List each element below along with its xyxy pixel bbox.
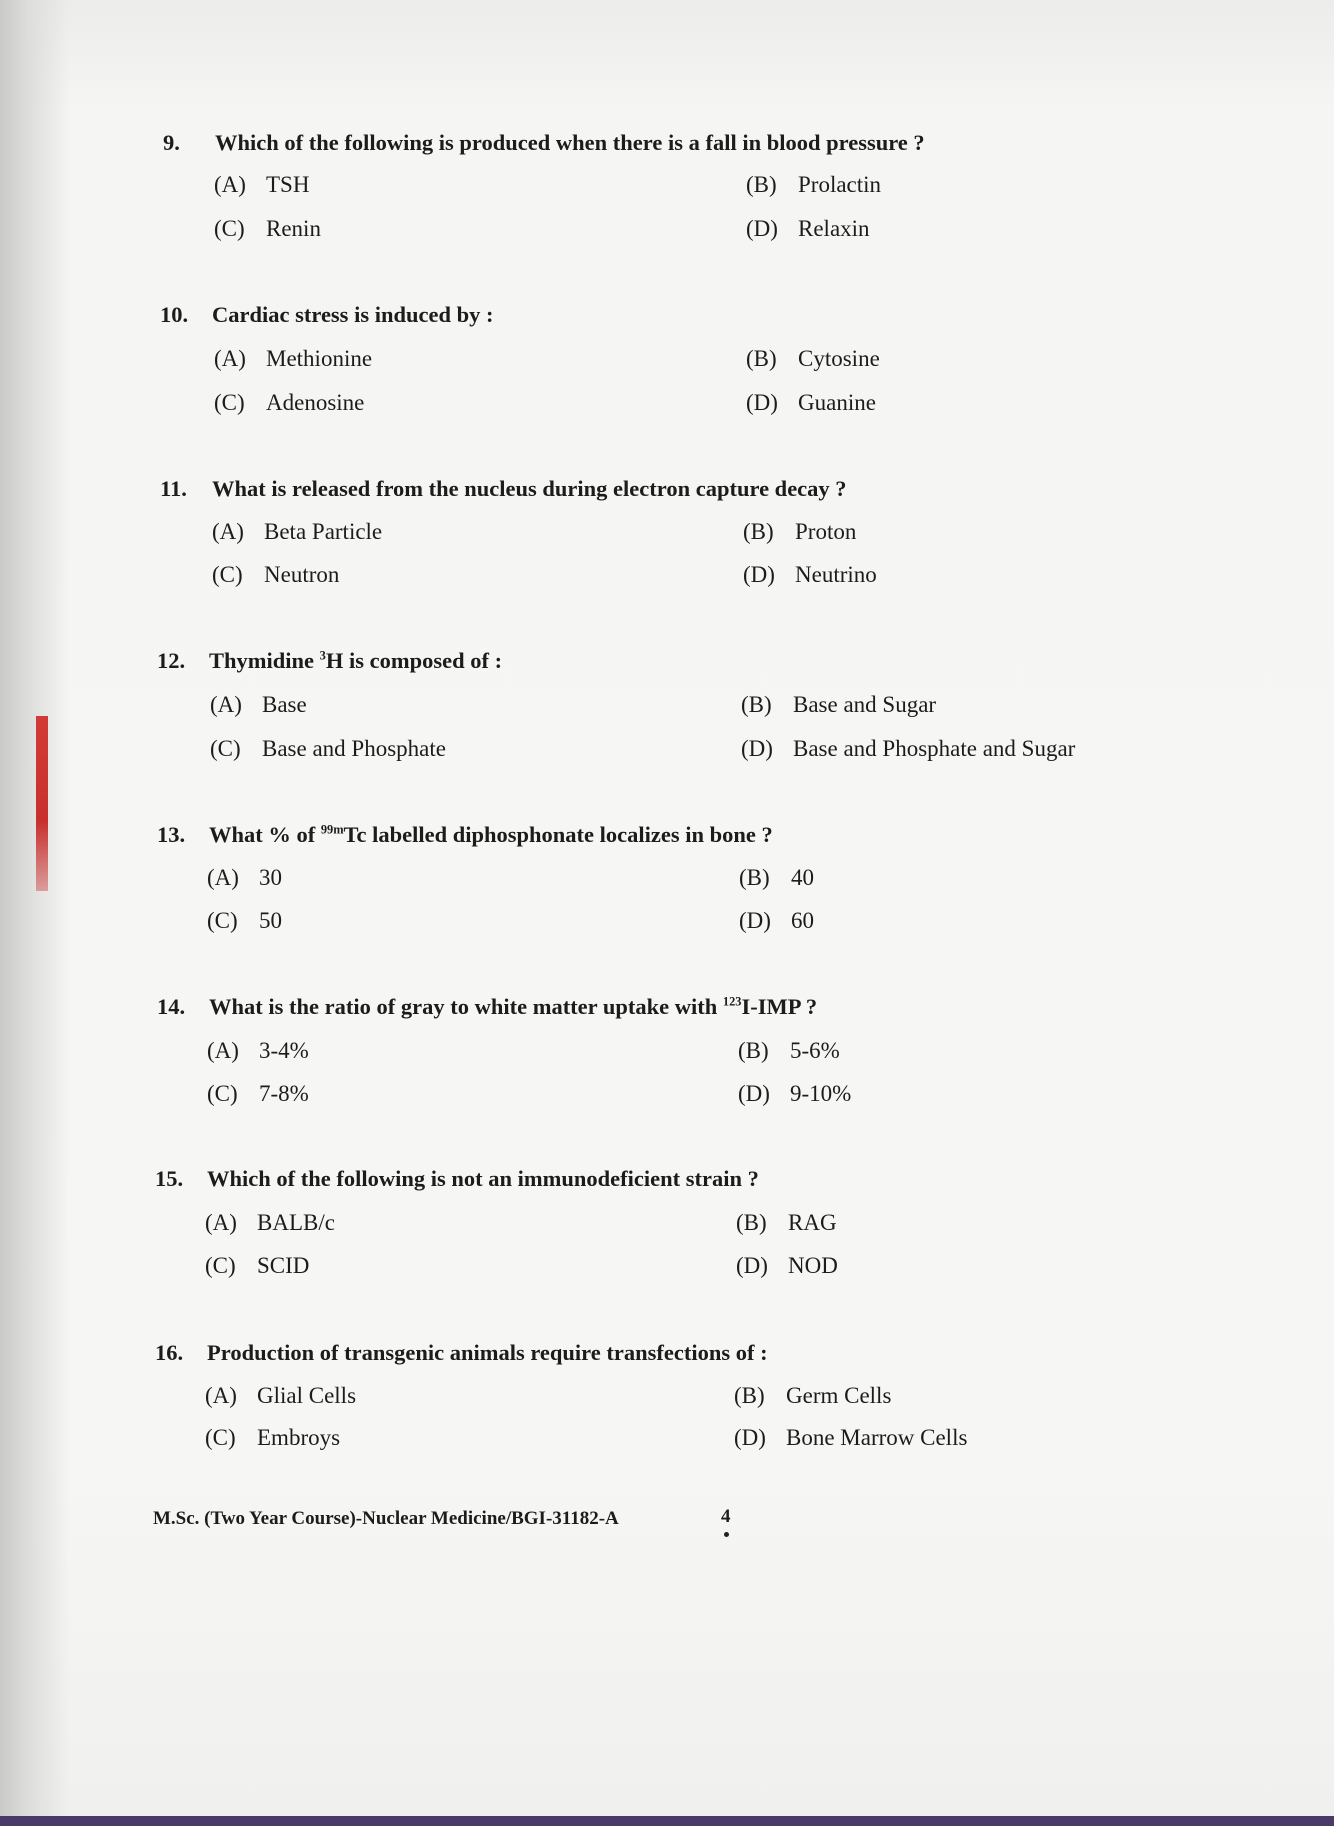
option-text: Cytosine: [798, 346, 880, 371]
question-14: [157, 994, 817, 1020]
option-d: [739, 908, 814, 934]
option-b: [746, 172, 881, 198]
footer-course-code: M.Sc. (Two Year Course)-Nuclear Medicine/BGI-31182-A: [153, 1508, 619, 1529]
option-letter: (B): [743, 519, 774, 544]
option-text: Proton: [795, 519, 857, 544]
option-letter: (B): [741, 692, 772, 717]
question-number: 14.: [157, 994, 186, 1019]
question-9: [163, 130, 925, 156]
isotope-superscript: 99m: [320, 822, 344, 837]
option-text: Guanine: [798, 390, 876, 415]
question-text: [209, 822, 773, 847]
option-text: Germ Cells: [786, 1383, 892, 1408]
option-b: [739, 865, 814, 891]
option-a: [214, 346, 372, 372]
option-text: NOD: [788, 1253, 838, 1278]
option-letter: (B): [739, 865, 770, 890]
option-letter: (D): [739, 908, 771, 933]
option-letter: (B): [746, 346, 777, 371]
option-b: [741, 692, 936, 718]
option-text: TSH: [266, 172, 310, 197]
option-letter: (C): [207, 908, 238, 933]
question-number: 11.: [160, 476, 187, 501]
option-d: [746, 216, 870, 242]
option-letter: (A): [214, 346, 246, 371]
option-text: 40: [791, 865, 814, 890]
scan-shadow: [0, 0, 70, 1826]
option-text: 5-6%: [790, 1038, 840, 1063]
question-text: Which of the following is not an immunodeficient strain ?: [207, 1166, 759, 1191]
option-d: [736, 1253, 838, 1279]
option-a: [214, 172, 309, 198]
option-text: 50: [259, 908, 282, 933]
option-text: Renin: [266, 216, 321, 241]
option-d: [734, 1425, 967, 1451]
question-text-part: I-IMP ?: [741, 994, 818, 1019]
option-c: [207, 1081, 309, 1107]
option-text: Neutron: [264, 562, 340, 587]
option-letter: (A): [207, 865, 239, 890]
option-letter: (A): [214, 172, 246, 197]
option-text: Relaxin: [798, 216, 870, 241]
option-text: 30: [259, 865, 282, 890]
question-10: [160, 302, 493, 328]
isotope-superscript: 3: [319, 648, 326, 663]
option-a: [207, 865, 282, 891]
question-number: 10.: [160, 302, 189, 327]
option-letter: (C): [210, 736, 241, 761]
question-12: [157, 648, 502, 674]
option-text: Base and Phosphate and Sugar: [793, 736, 1076, 761]
question-text-part: Tc labelled diphosphonate localizes in bone ?: [343, 822, 773, 847]
option-letter: (A): [212, 519, 244, 544]
question-text: [209, 648, 502, 673]
option-c: [214, 390, 364, 416]
question-16: [155, 1340, 768, 1366]
option-text: 9-10%: [790, 1081, 852, 1106]
option-a: [205, 1383, 356, 1409]
option-text: Base: [262, 692, 307, 717]
option-text: Bone Marrow Cells: [786, 1425, 968, 1450]
question-number: 16.: [155, 1340, 184, 1365]
question-text: What is released from the nucleus during electron capture decay ?: [212, 476, 847, 501]
option-letter: (A): [205, 1210, 237, 1235]
question-number: 15.: [155, 1166, 184, 1191]
option-letter: (B): [736, 1210, 767, 1235]
option-text: Methionine: [266, 346, 373, 371]
isotope-superscript: 123: [722, 994, 742, 1009]
question-11: [160, 476, 847, 502]
option-letter: (D): [736, 1253, 768, 1278]
option-text: Glial Cells: [257, 1383, 357, 1408]
option-letter: (C): [212, 562, 243, 587]
option-d: [746, 390, 876, 416]
question-13: [157, 822, 773, 848]
option-letter: (C): [214, 216, 245, 241]
question-text: [209, 994, 817, 1019]
option-letter: (D): [746, 390, 778, 415]
bottom-edge-bar: [0, 1816, 1334, 1826]
question-number: 12.: [157, 648, 186, 673]
option-b: [746, 346, 880, 372]
option-letter: (A): [210, 692, 242, 717]
option-letter: (B): [734, 1383, 765, 1408]
option-text: Neutrino: [795, 562, 877, 587]
option-b: [738, 1038, 840, 1064]
option-letter: (B): [746, 172, 777, 197]
question-text: Production of transgenic animals require transfections of :: [207, 1340, 768, 1365]
option-a: [212, 519, 382, 545]
option-letter: (D): [741, 736, 773, 761]
option-letter: (D): [746, 216, 778, 241]
option-c: [212, 562, 339, 588]
option-c: [205, 1253, 309, 1279]
option-letter: (A): [205, 1383, 237, 1408]
option-letter: (D): [743, 562, 775, 587]
option-text: BALB/c: [257, 1210, 335, 1235]
option-text: Prolactin: [798, 172, 882, 197]
option-letter: (A): [207, 1038, 239, 1063]
option-text: Embroys: [257, 1425, 341, 1450]
option-letter: (C): [205, 1425, 236, 1450]
option-letter: (D): [734, 1425, 766, 1450]
question-text: Which of the following is produced when there is a fall in blood pressure ?: [215, 130, 925, 155]
option-a: [210, 692, 307, 718]
option-letter: (B): [738, 1038, 769, 1063]
option-letter: (C): [205, 1253, 236, 1278]
option-text: 3-4%: [259, 1038, 309, 1063]
page-number: 4: [721, 1506, 731, 1527]
option-c: [210, 736, 446, 762]
option-c: [207, 908, 282, 934]
question-15: [155, 1166, 759, 1192]
question-text: Cardiac stress is induced by :: [212, 302, 494, 327]
option-text: 7-8%: [259, 1081, 309, 1106]
option-text: 60: [791, 908, 814, 933]
option-d: [743, 562, 877, 588]
option-b: [743, 519, 856, 545]
option-text: SCID: [257, 1253, 310, 1278]
question-text-part: Thymidine: [209, 648, 320, 673]
question-number: 13.: [157, 822, 186, 847]
option-text: Base and Sugar: [793, 692, 937, 717]
option-b: [736, 1210, 837, 1236]
footer-dot: [724, 1532, 729, 1537]
option-letter: (C): [207, 1081, 238, 1106]
question-text-part: What is the ratio of gray to white matter uptake with: [209, 994, 723, 1019]
option-d: [741, 736, 1075, 762]
option-a: [205, 1210, 335, 1236]
option-letter: (D): [738, 1081, 770, 1106]
question-text-part: H is composed of :: [325, 648, 503, 673]
question-text-part: What % of: [209, 822, 321, 847]
red-margin-mark: [36, 716, 48, 891]
option-d: [738, 1081, 851, 1107]
question-number: 9.: [163, 130, 180, 155]
option-text: Base and Phosphate: [262, 736, 446, 761]
option-a: [207, 1038, 309, 1064]
option-text: Beta Particle: [264, 519, 383, 544]
option-text: Adenosine: [266, 390, 365, 415]
option-text: RAG: [788, 1210, 837, 1235]
option-b: [734, 1383, 891, 1409]
option-c: [214, 216, 321, 242]
option-c: [205, 1425, 340, 1451]
option-letter: (C): [214, 390, 245, 415]
